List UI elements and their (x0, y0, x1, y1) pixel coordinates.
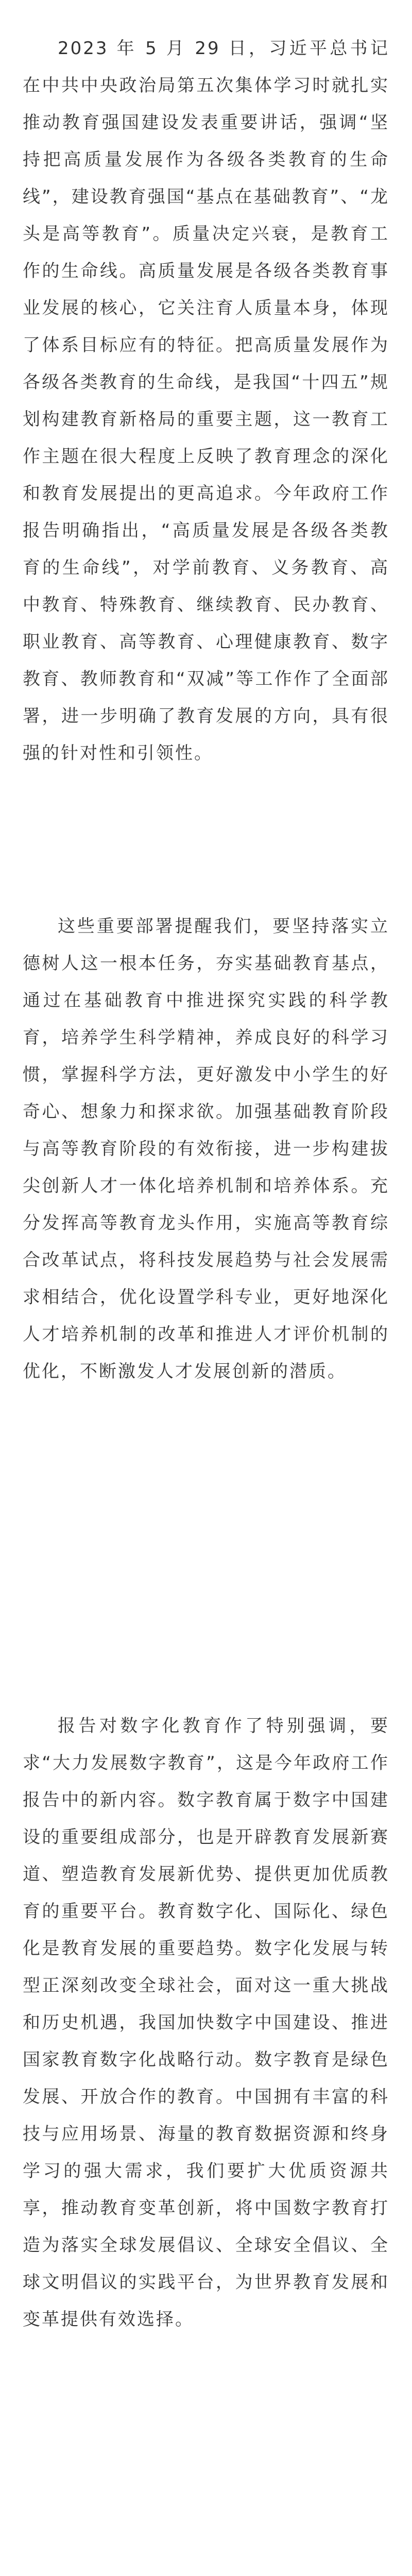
article-paragraph-2: 这些重要部署提醒我们，要坚持落实立德树人这一根本任务，夯实基础教育基点，通过在基础教育中推进探究实践的科学教育，培养学生科学精神，养成良好的科学习惯，掌握科学方法，更好激发中小学生的好奇心、想象力和探求欲。加强基础教育阶段与高等教育阶段的有效衔接，进一步构建拔尖创新人才一体化培养机制和培养体系。充分发挥高等教育龙头作用，实施高等教育综合改革试点，将科技发展趋势与社会发展需求相结合，优化设置学科专业，更好地深化人才培养机制的改革和推进人才评价机制的优化，不断激发人才发展创新的潜质。 (23, 916, 389, 1382)
article-paragraph-3: 报告对数字化教育作了特别强调，要求“大力发展数字教育”，这是今年政府工作报告中的新内容。数字教育属于数字中国建设的重要组成部分，也是开辟教育发展新赛道、塑造教育发展新优势、提供更加优质教育的重要平台。教育数字化、国际化、绿色化是教育发展的重要趋势。数字化发展与转型正深刻改变全球社会，面对这一重大挑战和历史机遇，我国加快数字中国建设、推进国家教育数字化战略行动。数字教育是绿色发展、开放合作的教育。中国拥有丰富的科技与应用场景、海量的教育数据资源和终身学习的强大需求，我们要扩大优质资源共享，推动教育变革创新，将中国数字教育打造为落实全球发展倡议、全球安全倡议、全球文明倡议的实践平台，为世界教育发展和变革提供有效选择。 (23, 1716, 389, 2330)
article-paragraph-1: 2023 年 5 月 29 日，习近平总书记在中共中央政治局第五次集体学习时就扎实推动教育强国建设发表重要讲话，强调“坚持把高质量发展作为各级各类教育的生命线”，建设教育强国“基点在基础教育”、“龙头是高等教育”。质量决定兴衰，是教育工作的生命线。高质量发展是各级各类教育事业发展的核心，它关注育人质量本身，体现了体系目标应有的特征。把高质量发展作为各级各类教育的生命线，是我国“十四五”规划构建教育新格局的重要主题，这一教育工作主题在很大程度上反映了教育理念的深化和教育发展提出的更高追求。今年政府工作报告明确指出，“高质量发展是各级各类教育的生命线”，对学前教育、义务教育、高中教育、特殊教育、继续教育、民办教育、职业教育、高等教育、心理健康教育、数字教育、教师教育和“双减”等工作作了全面部署，进一步明确了教育发展的方向，具有很强的针对性和引领性。 (23, 38, 389, 764)
